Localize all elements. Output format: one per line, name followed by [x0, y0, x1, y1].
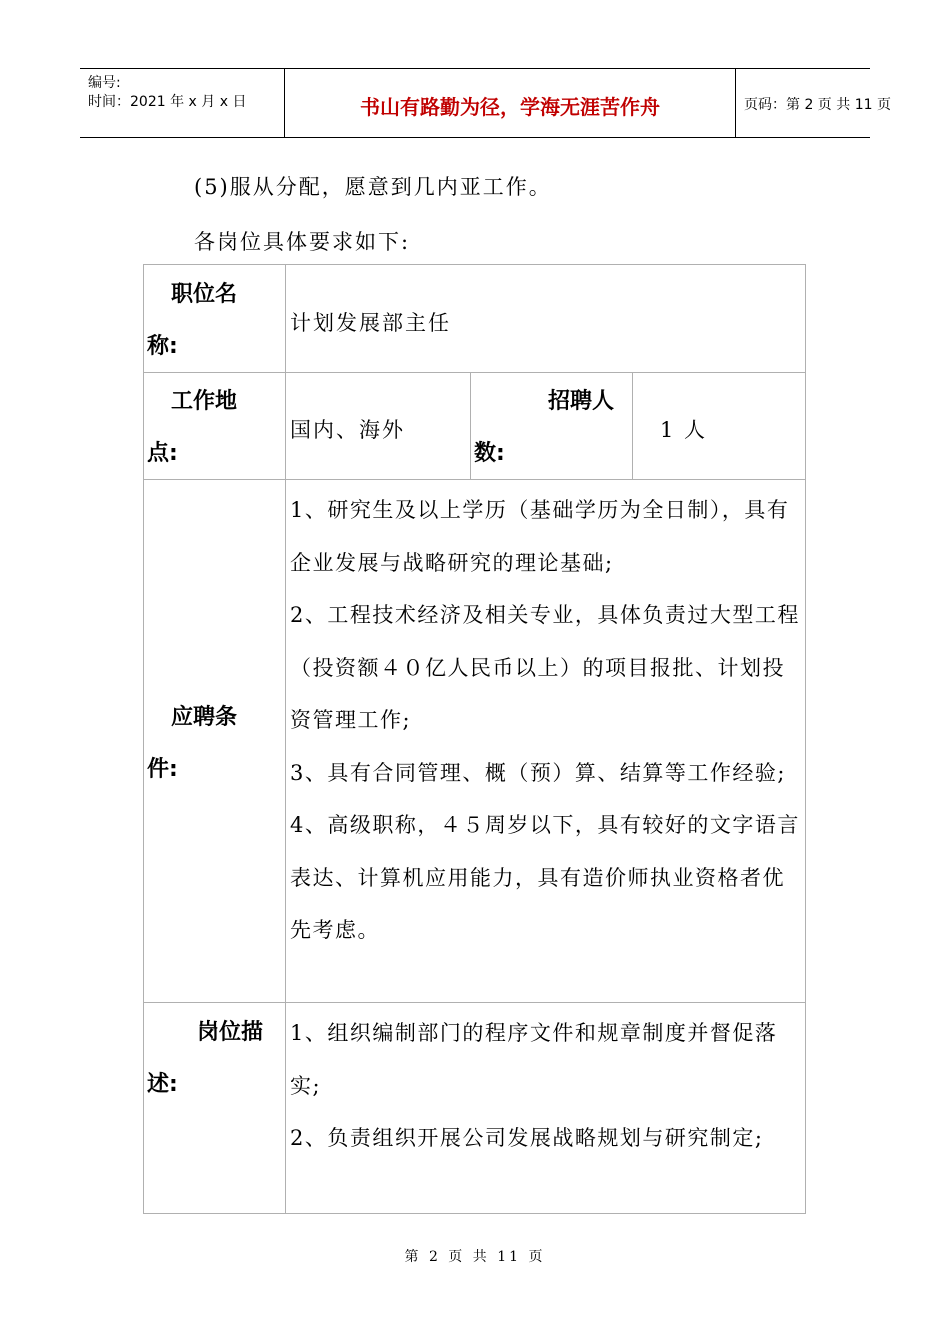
intro-line-2: 各岗位具体要求如下: — [194, 230, 411, 254]
header-page-cell — [736, 69, 891, 137]
document-number-label: 编号: — [88, 75, 121, 91]
location-label-line-2: 点: — [147, 441, 178, 466]
document-header — [80, 68, 891, 138]
table-divider — [285, 264, 286, 1214]
requirement-item: 4、高级职称，４５周岁以下，具有较好的文字语言表达、计算机应用能力，具有造价师执业资格者优先考虑。 — [290, 813, 800, 942]
headcount-value: 1 人 — [660, 418, 708, 442]
requirements-label-line-1: 应聘条 — [171, 705, 238, 730]
header-motto-cell — [284, 69, 736, 137]
table-divider — [632, 372, 633, 479]
position-label-line-2: 称: — [147, 334, 178, 359]
requirement-item: 2、工程技术经济及相关专业，具体负责过大型工程（投资额４０亿人民币以上）的项目报批、计划投资管理工作; — [290, 603, 800, 732]
requirements-list — [290, 484, 806, 957]
position-label-line-1: 职位名 — [171, 282, 238, 307]
requirement-item: 1、研究生及以上学历（基础学历为全日制），具有企业发展与战略研究的理论基础; — [290, 498, 790, 575]
headcount-label-line-1: 招聘人 — [548, 389, 615, 414]
duty-item: 1、组织编制部门的程序文件和规章制度并督促落实; — [290, 1021, 778, 1098]
header-meta-cell — [80, 69, 284, 137]
position-value: 计划发展部主任 — [290, 311, 451, 335]
table-divider — [143, 372, 806, 373]
requirements-label-line-2: 件: — [147, 757, 178, 782]
duty-item: 2、负责组织开展公司发展战略规划与研究制定; — [290, 1126, 764, 1150]
headcount-label-line-2: 数: — [474, 441, 505, 466]
location-value: 国内、海外 — [290, 418, 405, 442]
intro-line-1: (5)服从分配，愿意到几内亚工作。 — [194, 175, 552, 199]
duties-list — [290, 1007, 806, 1165]
document-time-label: 时间：2021 年 x 月 x 日 — [88, 94, 247, 110]
duties-label-line-2: 述: — [147, 1072, 178, 1097]
table-divider — [470, 372, 471, 479]
header-page-info: 页码：第 2 页 共 11 页 — [744, 97, 891, 113]
page-footer: 第 2 页 共 11 页 — [404, 1249, 546, 1265]
header-motto: 书山有路勤为径，学海无涯苦作舟 — [360, 95, 660, 119]
duties-label-line-1: 岗位描 — [197, 1020, 264, 1045]
table-divider — [143, 1002, 806, 1003]
location-label-line-1: 工作地 — [171, 389, 238, 414]
requirement-item: 3、具有合同管理、概（预）算、结算等工作经验; — [290, 760, 786, 785]
